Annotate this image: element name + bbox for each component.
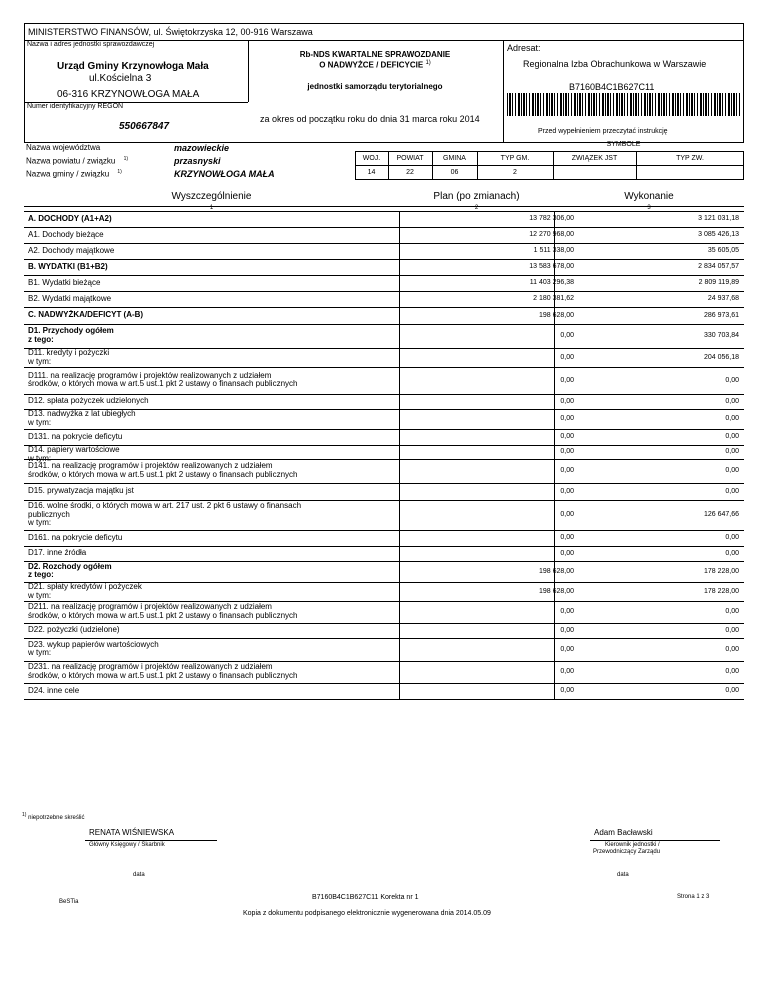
report-title-1: Rb-NDS KWARTALNE SPRAWOZDANIE xyxy=(299,50,451,59)
exec-value: 2 834 057,57 xyxy=(698,263,739,270)
table-row xyxy=(24,530,744,546)
row-label xyxy=(28,279,100,288)
sym-header-zwiazek: ZWIĄZEK JST xyxy=(571,155,618,162)
plan-value: 0,00 xyxy=(560,467,574,474)
row-label-line: D131. na pokrycie deficytu xyxy=(28,431,123,441)
head-role-1: Kierownik jednostki / xyxy=(605,842,660,848)
exec-value: 0,00 xyxy=(725,448,739,455)
plan-value: 0,00 xyxy=(560,645,574,653)
row-label xyxy=(28,462,297,479)
row-label-line: środków, o których mowa w art.5 ust.1 pkt 2 ustawy o finansach publicznych xyxy=(28,469,298,479)
barcode xyxy=(507,93,742,116)
center-divider-left xyxy=(248,40,249,102)
exec-value: 0,00 xyxy=(725,645,739,653)
report-subtitle: jednostki samorządu terytorialnego xyxy=(307,82,443,91)
unit-street: ul.Kościelna 3 xyxy=(89,73,152,84)
exec-value: 0,00 xyxy=(725,415,739,422)
symbols-mid-line xyxy=(355,165,744,166)
software-name: BeSTia xyxy=(59,899,79,905)
exec-value: 0,00 xyxy=(725,433,739,440)
plan-value: 198 628,00 xyxy=(538,311,574,319)
row-label-line: D23. wykup papierów wartościowych xyxy=(28,639,159,649)
row-label xyxy=(28,583,142,600)
row-label-line: w tym: xyxy=(28,453,52,463)
table-row xyxy=(24,623,744,638)
row-label-line: publicznych xyxy=(28,509,70,519)
exec-value: 178 228,00 xyxy=(703,567,739,575)
symbols-title: SYMBOLE xyxy=(606,141,641,148)
row-label-line: A. DOCHODY (A1+A2) xyxy=(28,213,112,223)
table-bottom-line xyxy=(24,699,744,700)
exec-value: 35 605,05 xyxy=(707,247,739,254)
row-label xyxy=(28,663,297,680)
table-row xyxy=(24,291,744,307)
exec-value: 178 228,00 xyxy=(703,587,739,595)
ministry-text: MINISTERSTWO FINANSÓW, ul. Świętokrzyska 12, 00-916 Warszawa xyxy=(28,27,313,37)
row-label-line: D13. nadwyżka z lat ubiegłych xyxy=(28,409,136,419)
plan-value: 13 782 306,00 xyxy=(529,215,574,222)
plan-value: 198 628,00 xyxy=(538,567,574,575)
instruction-note: Przed wypełnieniem przeczytać instrukcję xyxy=(538,128,668,135)
row-label-line: w tym: xyxy=(28,417,52,427)
row-label-line: w tym: xyxy=(28,590,52,600)
row-label-line: D15. prywatyzacja majątku jst xyxy=(28,486,134,496)
table-row xyxy=(24,445,744,463)
table-row xyxy=(24,243,744,259)
row-label xyxy=(28,311,143,320)
table-row xyxy=(24,409,744,429)
row-label xyxy=(28,247,114,256)
row-label-line: z tego: xyxy=(28,334,54,344)
table-row xyxy=(24,500,744,530)
footnote xyxy=(22,812,85,821)
row-label-line: D17. inne źródła xyxy=(28,548,87,558)
row-label-line: środków, o których mowa w art.5 ust.1 pkt 2 ustawy o finansach publicznych xyxy=(28,670,298,680)
plan-value: 0,00 xyxy=(560,415,574,422)
plan-value: 0,00 xyxy=(560,608,574,615)
row-label-line: D21. spłaty kredytów i pożyczek xyxy=(28,582,142,591)
col-divider-plan xyxy=(399,211,400,699)
col-divider-exec xyxy=(554,211,555,699)
row-label xyxy=(28,433,122,442)
exec-value: 286 973,61 xyxy=(703,311,739,319)
row-label xyxy=(28,641,159,658)
row-label-line: D1. Przychody ogółem xyxy=(28,326,114,336)
row-label xyxy=(28,397,149,406)
plan-value: 0,00 xyxy=(560,511,574,518)
commune-label-text: Nazwa gminy / związku xyxy=(26,169,110,179)
table-row xyxy=(24,638,744,661)
exec-value: 3 085 426,13 xyxy=(698,231,739,238)
exec-value: 2 809 119,89 xyxy=(698,279,739,286)
row-label-line: w tym: xyxy=(28,648,52,658)
plan-value: 0,00 xyxy=(560,433,574,440)
row-label-line: D2. Rozchody ogółem xyxy=(28,561,112,571)
sym-header-typgm: TYP GM. xyxy=(500,155,530,162)
row-label xyxy=(28,215,112,224)
exec-value: 330 703,84 xyxy=(703,332,739,339)
exec-value: 0,00 xyxy=(725,534,739,541)
row-label xyxy=(28,327,114,344)
row-label-line: środków, o których mowa w art.5 ust.1 pkt 2 ustawy o finansach publicznych xyxy=(28,379,298,389)
row-label-line: D211. na realizację programów i projektów realizowanych z udziałem xyxy=(28,602,272,612)
row-label xyxy=(28,563,112,580)
plan-value: 2 180 381,62 xyxy=(533,295,574,302)
regon-value: 550667847 xyxy=(119,121,170,132)
row-label xyxy=(28,549,86,558)
row-label xyxy=(28,687,79,696)
sym-value-typgm: 2 xyxy=(513,169,517,176)
plan-value: 0,00 xyxy=(560,487,574,495)
plan-value: 13 583 678,00 xyxy=(529,263,574,270)
table-row xyxy=(24,601,744,623)
page-number: Strona 1 z 3 xyxy=(677,894,710,900)
plan-value: 1 511 338,00 xyxy=(533,247,574,254)
row-label-line: D111. na realizację programów i projektów realizowanych z udziałem xyxy=(28,370,272,380)
commune-value: KRZYNOWŁOGA MAŁA xyxy=(174,169,275,179)
table-row xyxy=(24,211,744,227)
col-num-3: 3 xyxy=(647,205,651,211)
unit-name-label: Nazwa i adres jednostki sprawozdawczej xyxy=(27,41,155,48)
row-label xyxy=(28,231,104,240)
exec-value: 3 121 031,18 xyxy=(698,215,739,222)
row-label-line: A2. Dochody majątkowe xyxy=(28,245,115,255)
row-label-line: C. NADWYŻKA/DEFICYT (A-B) xyxy=(28,310,144,320)
row-label xyxy=(28,410,136,427)
exec-value: 0,00 xyxy=(725,668,739,675)
report-title-2 xyxy=(260,60,490,70)
row-label xyxy=(28,487,134,496)
row-label-line: D12. spłata pożyczek udzielonych xyxy=(28,396,149,406)
head-name: Adam Bacławski xyxy=(594,828,653,837)
plan-value: 11 403 296,38 xyxy=(529,279,574,286)
plan-value: 0,00 xyxy=(560,448,574,455)
row-label-line: A1. Dochody bieżące xyxy=(28,229,104,239)
exec-value: 204 056,18 xyxy=(703,353,739,361)
table-row xyxy=(24,483,744,500)
table-row xyxy=(24,459,744,483)
table-row xyxy=(24,582,744,601)
row-label-line: D141. na realizację programów i projektów realizowanych z udziałem xyxy=(28,461,273,471)
commune-label xyxy=(26,169,122,179)
row-label xyxy=(28,263,108,272)
col-num-2: 2 xyxy=(474,205,479,211)
center-divider-right xyxy=(503,40,504,143)
correction-text: B7160B4C1B627C11 Korekta nr 1 xyxy=(312,894,419,901)
row-label-line: B2. Wydatki majątkowe xyxy=(28,293,112,303)
report-title-sup: 1) xyxy=(425,60,431,66)
addressee: Regionalna Izba Obrachunkowa w Warszawie xyxy=(523,59,707,69)
date-left: data xyxy=(133,872,145,878)
row-label-line: z tego: xyxy=(28,570,54,580)
date-right: data xyxy=(617,872,629,878)
row-label-line: w tym: xyxy=(28,518,52,528)
exec-value: 126 647,66 xyxy=(703,511,739,518)
regon-label: Numer identyfikacyjny REGON xyxy=(27,103,124,110)
table-row xyxy=(24,307,744,324)
plan-value: 0,00 xyxy=(560,397,574,405)
table-row xyxy=(24,561,744,582)
county-label xyxy=(26,156,128,166)
county-sup: 1) xyxy=(123,156,129,162)
row-label-line: D22. pożyczki (udzielone) xyxy=(28,625,120,635)
col-num-1: 1 xyxy=(209,205,214,211)
report-title-2-text: O NADWYŻCE / DEFICYCIE xyxy=(319,60,424,70)
plan-value: 0,00 xyxy=(560,376,574,384)
addressee-label: Adresat: xyxy=(507,43,541,53)
sym-header-typzw: TYP ZW. xyxy=(676,155,704,162)
exec-value: 24 937,68 xyxy=(707,295,739,302)
table-row xyxy=(24,348,744,367)
head-sign-line xyxy=(590,840,720,841)
table-row xyxy=(24,227,744,243)
sym-header-woj: WOJ. xyxy=(362,155,381,162)
head-role-2: Przewodniczący Zarządu xyxy=(593,849,661,855)
table-row xyxy=(24,429,744,445)
footnote-sup: 1) xyxy=(22,812,27,818)
row-label xyxy=(28,603,297,620)
row-label xyxy=(28,295,111,304)
unit-name: Urząd Gminy Krzynowłoga Mała xyxy=(57,61,209,72)
accountant-sign-line xyxy=(85,840,217,841)
row-label xyxy=(28,349,109,366)
row-label xyxy=(28,502,301,528)
sym-header-powiat: POWIAT xyxy=(396,155,424,162)
table-row xyxy=(24,394,744,409)
row-label xyxy=(28,534,122,543)
col-plan-header: Plan (po zmianach) xyxy=(433,191,520,202)
row-label-line: D14. papiery wartościowe xyxy=(28,445,120,454)
plan-value: 0,00 xyxy=(560,534,574,541)
exec-value: 0,00 xyxy=(725,376,739,384)
col-exec-header: Wykonanie xyxy=(624,191,674,202)
row-label-line: B1. Wydatki bieżące xyxy=(28,277,101,287)
county-value: przasnyski xyxy=(174,156,221,166)
plan-value: 0,00 xyxy=(560,353,574,361)
col-desc-header: Wyszczególnienie xyxy=(171,191,252,202)
voivodeship-label: Nazwa województwa xyxy=(26,143,101,152)
sym-value-powiat: 22 xyxy=(406,169,414,176)
sym-value-woj: 14 xyxy=(367,169,376,176)
row-label-line: w tym: xyxy=(28,356,52,366)
row-label-line: środków, o których mowa w art.5 ust.1 pkt 2 ustawy o finansach publicznych xyxy=(28,610,298,620)
plan-value: 0,00 xyxy=(560,626,574,634)
unit-city: 06-316 KRZYNOWŁOGA MAŁA xyxy=(57,89,200,100)
exec-value: 0,00 xyxy=(725,608,739,615)
plan-value: 198 628,00 xyxy=(538,587,574,595)
row-label xyxy=(28,626,120,635)
accountant-name: RENATA WIŚNIEWSKA xyxy=(89,828,175,837)
table-row xyxy=(24,683,744,699)
row-label-line: D11. kredyty i pożyczki xyxy=(28,348,110,357)
table-row xyxy=(24,324,744,348)
accountant-role: Główny Księgowy / Skarbnik xyxy=(89,842,165,848)
commune-sup: 1) xyxy=(117,169,122,175)
plan-value: 0,00 xyxy=(560,332,574,339)
exec-value: 0,00 xyxy=(725,687,739,694)
table-row xyxy=(24,661,744,683)
plan-value: 0,00 xyxy=(560,549,574,557)
period-text: za okres od początku roku do dnia 31 marca roku 2014 xyxy=(260,114,480,124)
row-label xyxy=(28,372,297,389)
table-row xyxy=(24,275,744,291)
footnote-text: niepotrzebne skreślić xyxy=(28,815,85,821)
exec-value: 0,00 xyxy=(725,626,739,634)
sym-header-gmina: GMINA xyxy=(443,155,466,162)
row-label-line: D16. wolne środki, o których mowa w art. 217 ust. 2 pkt 6 ustawy o finansach xyxy=(28,501,302,511)
sym-value-gmina: 06 xyxy=(450,169,459,176)
exec-value: 0,00 xyxy=(725,467,739,474)
exec-value: 0,00 xyxy=(725,487,739,495)
county-label-text: Nazwa powiatu / związku xyxy=(26,156,116,166)
copy-note: Kopia z dokumentu podpisanego elektronicznie wygenerowana dnia 2014.05.09 xyxy=(243,910,491,917)
plan-value: 0,00 xyxy=(560,668,574,675)
table-row xyxy=(24,546,744,561)
exec-value: 0,00 xyxy=(725,397,739,405)
row-label-line: D161. na pokrycie deficytu xyxy=(28,532,123,542)
doc-code: B7160B4C1B627C11 xyxy=(569,82,655,92)
row-label-line: B. WYDATKI (B1+B2) xyxy=(28,261,108,271)
exec-value: 0,00 xyxy=(725,549,739,557)
row-label-line: D231. na realizację programów i projektów realizowanych z udziałem xyxy=(28,662,273,672)
plan-value: 0,00 xyxy=(560,687,574,694)
voivodeship-value: mazowieckie xyxy=(174,143,230,153)
table-row xyxy=(24,367,744,394)
table-row xyxy=(24,259,744,275)
plan-value: 12 270 968,00 xyxy=(529,231,574,238)
row-label-line: D24. inne cele xyxy=(28,685,80,695)
